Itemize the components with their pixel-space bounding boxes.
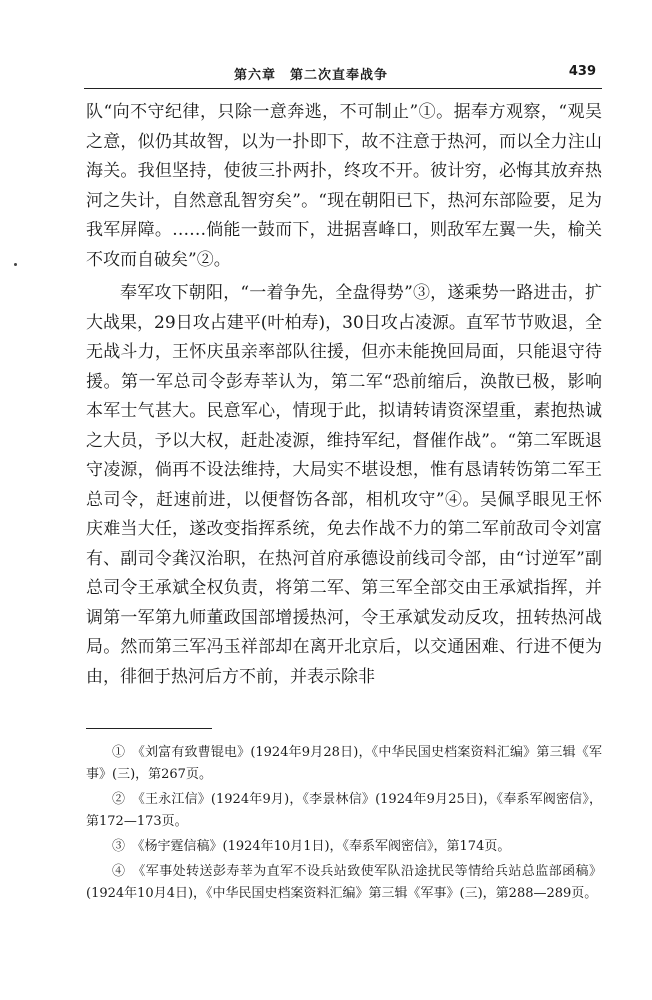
body-text <box>86 98 602 692</box>
footnote-rule <box>86 728 212 729</box>
paragraph-continued: 队“向不守纪律，只除一意奔逃，不可制止”①。据奉方观察，“观吴之意，似仍其故智，以为一扑即下，故不注意于热河，而以全力注山海关。我但坚持，使彼三扑两扑，终攻不开。彼计穷，必悔其放弃热河之失计，自然意乱智穷矣”。“现在朝阳已下，热河东部险要，足为我军屏障。……倘能一鼓而下，进据喜峰口，则敌军左翼一失，榆关不攻而自破矣”②。 <box>86 102 602 270</box>
footnote-1: ① 《刘富有致曹锟电》(1924年9月28日)，《中华民国史档案资料汇编》第三辑《军事》(三)，第267页。 <box>86 745 602 782</box>
footnote-3: ③ 《杨宇霆信稿》(1924年10月1日)，《奉系军阀密信》，第174页。 <box>112 839 511 854</box>
footnote-4: ④ 《军事处转送彭寿莘为直军不设兵站致使军队沿途扰民等情给兵站总监部函稿》(1924年10月4日)，《中华民国史档案资料汇编》第三辑《军事》(三)，第288—289页。 <box>86 864 602 901</box>
footnote-2: ② 《王永江信》(1924年9月)，《李景林信》(1924年9月25日)，《奉系军阀密信》，第172—173页。 <box>86 792 602 829</box>
page-number: 439 <box>568 64 596 79</box>
header-rule <box>84 88 602 89</box>
page-header <box>84 64 602 86</box>
running-title: 第六章 第二次直奉战争 <box>234 68 389 83</box>
paragraph: 奉军攻下朝阳，“一着争先，全盘得势”③，遂乘势一路进击，扩大战果，29日攻占建平(叶柏寿)，30日攻占凌源。直军节节败退，全无战斗力，王怀庆虽亲率部队往援，但亦未能挽回局面，只能退守待援。第一军总司令彭寿莘认为，第二军“恐前缩后，涣散已极，影响本军士气甚大。民意军心，情现于此，拟请转请资深望重，素抱热诚之大员，予以大权，赶赴凌源，维持军纪，督催作战”。“第二军既退守凌源，倘再不设法维持，大局实不堪设想，惟有恳请转饬第二军王总司令，赶速前进，以便督饬各部，相机攻守”④。吴佩孚眼见王怀庆难当大任，遂改变指挥系统，免去作战不力的第二军前敌司令刘富有、副司令龚汉治职，在热河首府承德设前线司令部，由“讨逆军”副总司令王承斌全权负责，将第二军、第三军全部交由王承斌指挥，并调第一军第九师董政国部增援热河，令王承斌发动反攻，扭转热河战局。然而第三军冯玉祥部却在离开北京后，以交通困难、行进不便为由，徘徊于热河后方不前，并表示除非 <box>86 283 602 687</box>
footnotes <box>86 742 602 908</box>
margin-dot <box>14 263 17 266</box>
